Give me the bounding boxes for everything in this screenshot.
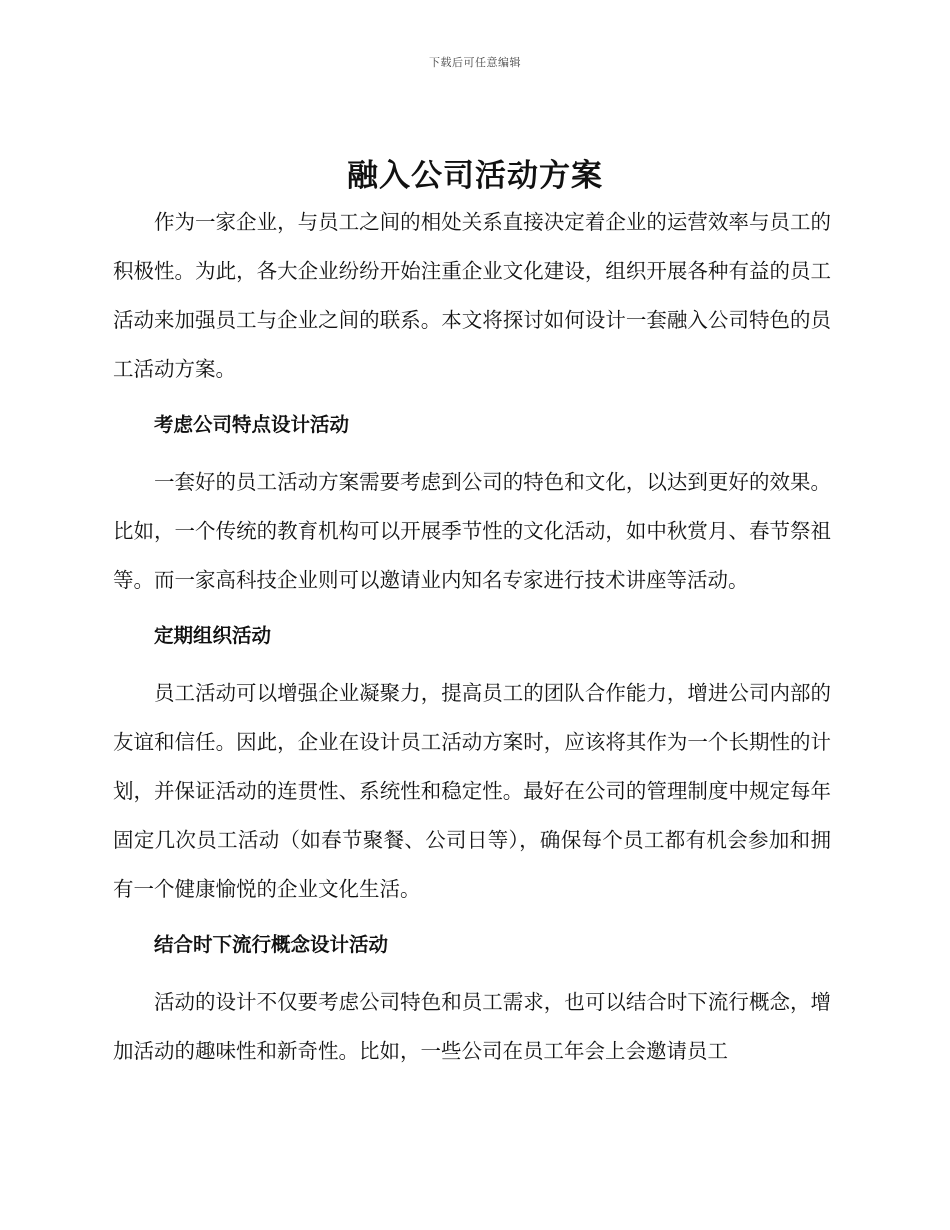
section-heading-company-features: 考虑公司特点设计活动 bbox=[154, 413, 350, 436]
section-body-trending-concepts: 活动的设计不仅要考虑公司特色和员工需求，也可以结合时下流行概念，增加活动的趣味性和新奇性。比如，一些公司在员工年会上会邀请员工 bbox=[113, 990, 831, 1063]
section-heading-trending-concepts: 结合时下流行概念设计活动 bbox=[154, 933, 389, 956]
page-header-note: 下载后可任意编辑 bbox=[429, 56, 521, 69]
document-title: 融入公司活动方案 bbox=[347, 158, 603, 194]
intro-paragraph: 作为一家企业，与员工之间的相处关系直接决定着企业的运营效率与员工的积极性。为此，各大企业纷纷开始注重企业文化建设，组织开展各种有益的员工活动来加强员工与企业之间的联系。本文将探讨如何设计一套融入公司特色的员工活动方案。 bbox=[113, 210, 831, 381]
document-body bbox=[113, 198, 831, 1076]
section-body-regular-activities: 员工活动可以增强企业凝聚力，提高员工的团队合作能力，增进公司内部的友谊和信任。因此，企业在设计员工活动方案时，应该将其作为一个长期性的计划，并保证活动的连贯性、系统性和稳定性。最好在公司的管理制度中规定每年固定几次员工活动（如春节聚餐、公司日等），确保每个员工都有机会参加和拥有一个健康愉悦的企业文化生活。 bbox=[113, 681, 831, 901]
section-heading-regular-activities: 定期组织活动 bbox=[154, 624, 272, 647]
section-body-company-features: 一套好的员工活动方案需要考虑到公司的特色和文化，以达到更好的效果。比如，一个传统的教育机构可以开展季节性的文化活动，如中秋赏月、春节祭祖等。而一家高科技企业则可以邀请业内知名专家进行技术讲座等活动。 bbox=[113, 470, 831, 592]
